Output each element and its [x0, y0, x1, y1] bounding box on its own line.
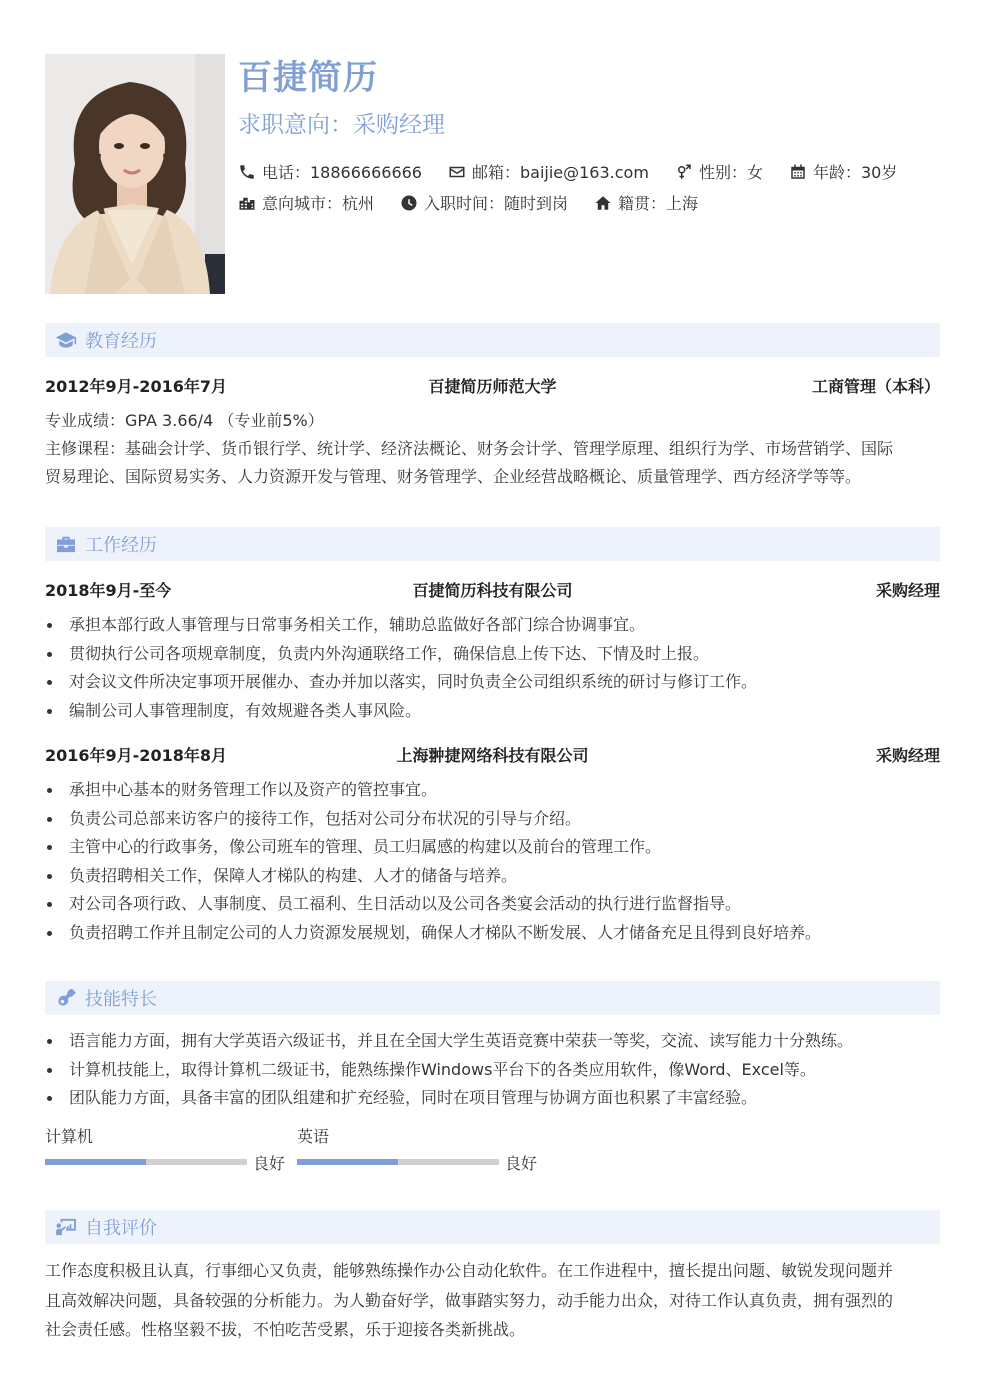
portrait-illustration — [45, 54, 225, 294]
job-2-position: 采购经理 — [875, 746, 940, 765]
skill-item: 计算机技能上，取得计算机二级证书，能熟练操作Windows平台下的各类应用软件，像Word、Excel等。 — [45, 1056, 940, 1085]
self-eval-title: 自我评价 — [85, 1218, 157, 1239]
education-score: 专业成绩：GPA 3.66/4 （专业前5%） — [45, 411, 324, 430]
presentation-icon — [55, 1218, 77, 1236]
guitar-icon — [55, 989, 77, 1007]
job-1-row — [45, 578, 940, 602]
education-title: 教育经历 — [85, 331, 157, 352]
city-info — [238, 191, 374, 214]
job-2-date: 2016年9月-2018年8月 — [45, 746, 227, 765]
education-row — [45, 374, 940, 398]
self-eval-line: 工作态度积极且认真，行事细心又负责，能够熟练操作办公自动化软件。在工作进程中，擅长提出问题、敏锐发现问题并 — [45, 1261, 894, 1280]
skill-item: 语言能力方面，拥有大学英语六级证书，并且在全国大学生英语竞赛中荣获一等奖，交流、读写能力十分熟练。 — [45, 1027, 940, 1056]
work-section-header — [45, 527, 940, 561]
skill-bar-label: 计算机 — [45, 1127, 94, 1146]
job-2-duty: 负责公司总部来访客户的接待工作，包括对公司分布状况的引导与介绍。 — [45, 805, 940, 834]
skill-bar-fill — [297, 1159, 398, 1165]
phone-info — [238, 160, 422, 183]
education-major: 工商管理（本科） — [811, 377, 940, 396]
work-title: 工作经历 — [85, 535, 157, 556]
gender-info — [675, 160, 763, 183]
skill-bar-level: 良好 — [253, 1154, 286, 1173]
skill-bar-track — [297, 1159, 499, 1165]
clock-icon — [400, 194, 418, 212]
mail-icon — [448, 163, 466, 181]
self-eval-line: 且高效解决问题，具备较强的分析能力。为人勤奋好学，做事踏实努力，动手能力出众，对待工作认真负责，拥有强烈的 — [45, 1290, 894, 1310]
email-info — [448, 160, 649, 183]
skills-list — [45, 1027, 940, 1113]
skills-title: 技能特长 — [85, 989, 157, 1010]
age-info — [789, 160, 897, 183]
job-1-duty: 承担本部行政人事管理与日常事务相关工作，辅助总监做好各部门综合协调事宜。 — [45, 611, 940, 640]
job-1-duties — [45, 611, 940, 725]
briefcase-icon — [55, 535, 77, 553]
start-time-text: 入职时间：随时到岗 — [424, 194, 569, 213]
job-intent: 求职意向：采购经理 — [238, 112, 445, 138]
skill-bar-track — [45, 1159, 247, 1165]
job-1-position: 采购经理 — [875, 581, 940, 600]
job-1-duty: 贯彻执行公司各项规章制度，负责内外沟通联络工作，确保信息上传下达、下情及时上报。 — [45, 640, 940, 669]
gender-icon — [675, 163, 693, 181]
self-eval-section-header — [45, 1210, 940, 1244]
skill-bar-label: 英语 — [297, 1127, 330, 1146]
skill-item: 团队能力方面，具备丰富的团队组建和扩充经验，同时在项目管理与协调方面也积累了丰富经验。 — [45, 1084, 940, 1113]
job-2-duty: 对公司各项行政、人事制度、员工福利、生日活动以及公司各类宴会活动的执行进行监督指导。 — [45, 890, 940, 919]
education-courses-line2: 贸易理论、国际贸易实务、人力资源开发与管理、财务管理学、企业经营战略概论、质量管理学、西方经济学等等。 — [45, 467, 862, 486]
gender-text: 性别：女 — [698, 163, 763, 182]
start-time-info — [400, 191, 568, 214]
skills-section-header — [45, 981, 940, 1015]
calendar-icon — [789, 163, 807, 181]
education-section-header — [45, 323, 940, 357]
phone-icon — [238, 163, 256, 181]
job-2-duty: 负责招聘相关工作，保障人才梯队的构建、人才的储备与培养。 — [45, 862, 940, 891]
hometown-text: 籍贯：上海 — [618, 194, 699, 213]
job-1-date: 2018年9月-至今 — [45, 581, 172, 600]
job-1-duty: 对会议文件所决定事项开展催办、查办并加以落实，同时负责全公司组织系统的研讨与修订工作。 — [45, 668, 940, 697]
job-2-duty: 负责招聘工作并且制定公司的人力资源发展规划，确保人才梯队不断发展、人才储备充足且得到良好培养。 — [45, 919, 940, 948]
job-2-company: 上海翀捷网络科技有限公司 — [396, 746, 589, 765]
self-eval-text — [45, 1256, 940, 1345]
job-2-duty: 主管中心的行政事务，像公司班车的管理、员工归属感的构建以及前台的管理工作。 — [45, 833, 940, 862]
profile-photo — [45, 54, 225, 294]
job-2-row — [45, 743, 940, 767]
education-date: 2012年9月-2016年7月 — [45, 377, 227, 396]
resume-title: 百捷简历 — [238, 58, 378, 98]
hometown-info — [594, 191, 698, 214]
email-text: 邮箱：baijie@163.com — [471, 163, 649, 182]
info-row-2 — [238, 191, 724, 214]
age-text: 年龄：30岁 — [812, 163, 898, 182]
education-details — [45, 407, 940, 491]
job-2-duty: 承担中心基本的财务管理工作以及资产的管控事宜。 — [45, 776, 940, 805]
graduation-cap-icon — [55, 331, 77, 349]
skill-bar-fill — [45, 1159, 146, 1165]
self-eval-line: 社会责任感。性格坚毅不拔，不怕吃苦受累，乐于迎接各类新挑战。 — [45, 1320, 526, 1339]
job-1-company: 百捷简历科技有限公司 — [412, 581, 573, 600]
job-2-duties — [45, 776, 940, 948]
city-text: 意向城市：杭州 — [262, 194, 375, 213]
education-courses-line1: 主修课程：基础会计学、货币银行学、统计学、经济法概论、财务会计学、管理学原理、组织行为学、市场营销学、国际 — [45, 439, 894, 458]
phone-text: 电话：18866666666 — [262, 163, 422, 182]
skill-bar-level: 良好 — [505, 1154, 538, 1173]
job-1-duty: 编制公司人事管理制度，有效规避各类人事风险。 — [45, 697, 940, 726]
home-icon — [594, 194, 612, 212]
city-icon — [238, 194, 256, 212]
info-row-1 — [238, 160, 923, 183]
education-school: 百捷简历师范大学 — [428, 377, 557, 396]
